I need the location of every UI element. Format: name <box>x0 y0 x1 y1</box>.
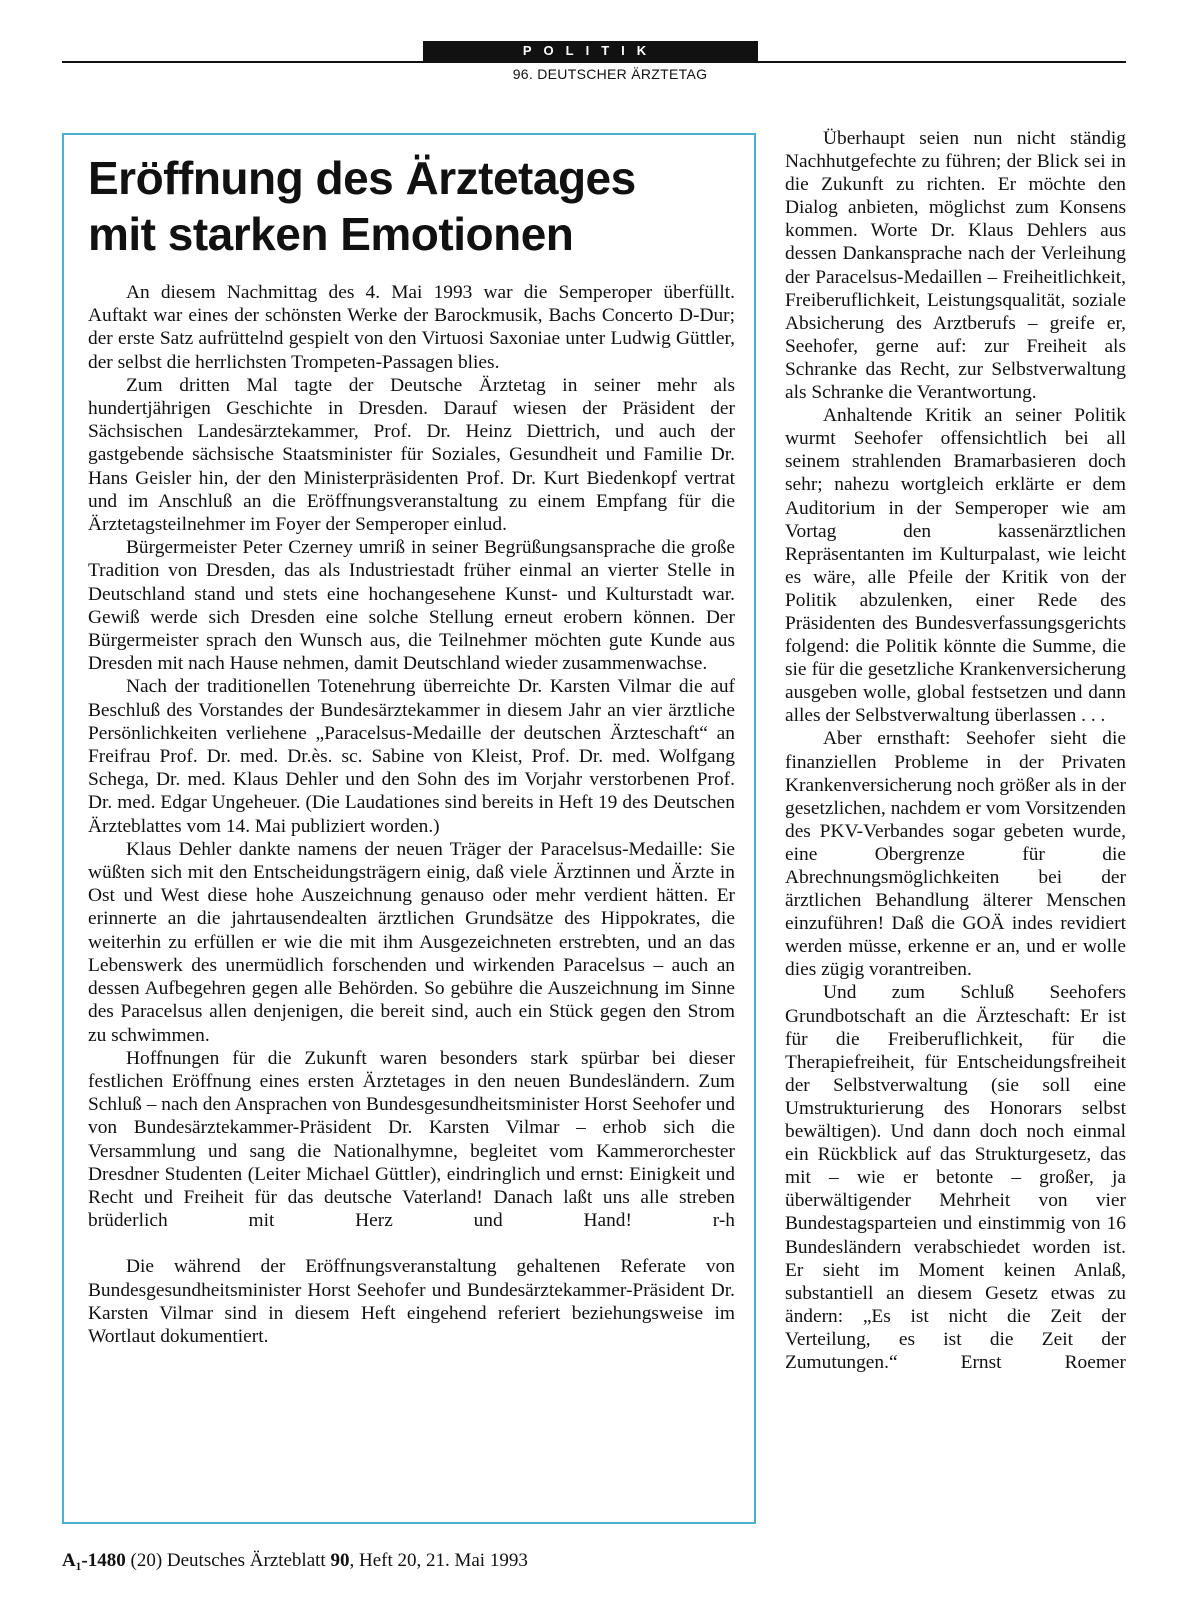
page-number: A₁-1480 <box>62 1550 126 1571</box>
article-signature: r-h <box>712 1210 735 1232</box>
article-paragraph: Zum dritten Mal tagte der Deutsche Ärztetag in seiner mehr als hundertjährigen Geschichte in Dresden. Darauf wiesen der Präsident der Sächsischen Landesärztekammer, Prof. Dr. Heinz Diettrich, und auch der gastgebende sächsische Staatsminister für Soziales, Gesundheit und Familie Dr. Hans Geisler hin, der den Ministerpräsidenten Prof. Dr. Kurt Biedenkopf vertrat und im Anschluß an die Eröffnungsveranstaltung zu einem Empfang für die Ärztetagsteilnehmer im Foyer der Semperoper einlud. <box>88 374 735 536</box>
article-paragraph: Bürgermeister Peter Czerney umriß in seiner Begrüßungsansprache die große Tradition von Dresden, das als Industriestadt früher einmal an vierter Stelle in Deutschland stand und stets eine hochangesehene Kunst- und Kulturstadt war. Gewiß werde sich Dresden eine solche Stellung erneut erobern können. Der Bürgermeister sprach den Wunsch aus, die Teilnehmer möchten gute Kunde aus Dresden mit nach Hause nehmen, damit Deutschland wieder zusammenwachse. <box>88 537 735 675</box>
page-footer <box>62 1550 528 1572</box>
issue-prefix: (20) Deutsches Ärzteblatt <box>130 1550 326 1571</box>
header-rule <box>62 61 1126 63</box>
column-paragraph: Überhaupt seien nun nicht ständig Nachhutgefechte zu führen; der Blick sei in die Zukunft zu richten. Er möchte den Dialog anbieten, möglichst zum Konsens kommen. Worte Dr. Klaus Dehlers aus dessen Dankansprache nach der Verleihung der Paracelsus-Medaillen – Freiheitlichkeit, Freiberuflichkeit, Leistungsqualität, soziale Absicherung des Arztberufs – greife er, Seehofer, gerne auf: zur Freiheit als Schranke das Recht, zur Selbstverwaltung als Schranke die Verantwortung. <box>785 128 1126 404</box>
column-paragraph: Anhaltende Kritik an seiner Politik wurmt Seehofer offensichtlich bei all seinem strahlenden Bramarbasieren doch sehr; nahezu wortgleich erklärte er dem Auditorium in der Semperoper wie am Vortag den kassenärztlichen Repräsentanten im Kulturpalast, wie leicht es wäre, alle Pfeile der Kritik von der Politik abzulenken, einer Rede des Präsidenten des Bundesverfassungsgerichts folgend: die Politik könnte die Summe, die sie für die gesetzliche Krankenversicherung ausgeben wolle, global festsetzen und dann alles der Selbstverwaltung überlassen . . . <box>785 405 1126 727</box>
article-paragraph: Hoffnungen für die Zukunft waren besonders stark spürbar bei dieser festlichen Eröffnung eines ersten Ärztetages in den neuen Bundesländern. Zum Schluß – nach den Ansprachen von Bundesgesundheitsminister Horst Seehofer und von Bundesärztekammer-Präsident Dr. Karsten Vilmar – erhob sich die Versammlung und sang die Nationalhymne, begleitet vom Kammerorchester Dresdner Studenten (Leiter Michael Güttler), eindringlich und ernst: Einigkeit und Recht und Freiheit für das deutsche Vaterland! Danach laßt uns alle streben brüderlich mit Herz und Hand! <box>88 1047 735 1232</box>
headline-line-1: Eröffnung des Ärztetages <box>88 152 636 204</box>
column-paragraph: Und zum Schluß Seehofers Grundbotschaft an die Ärzteschaft: Er ist für die Freiberuflichkeit, für die Therapiefreiheit, für Entscheidungsfreiheit der Selbstverwaltung (sie soll eine Umstrukturierung des Honorars selbst bewältigen). Und dann doch noch einmal ein Rückblick auf das Strukturgesetz, das mit – wie er betonte – großer, ja überwältigender Mehrheit von vier Bundestagsparteien und einstimmig von 16 Bundesländern verabschiedet worden ist. Er sieht im Moment keinen Anlaß, substantiell an diesem Gesetz etwas zu ändern: „Es ist nicht die Zeit der Verteilung, es ist die Zeit der Zumutungen.“ <box>785 982 1126 1373</box>
column-author: Ernst Roemer <box>960 1351 1126 1373</box>
article-paragraph: Nach der traditionellen Totenehrung überreichte Dr. Karsten Vilmar die auf Beschluß des Vorstandes der Bundesärztekammer in diesem Jahr an vier ärztliche Persönlichkeiten verliehene „Paracelsus-Medaille der deutschen Ärzteschaft“ an Freifrau Prof. Dr. med. Dr.ès. sc. Sabine von Kleist, Prof. Dr. med. Wolfgang Schega, Dr. med. Klaus Dehler und den Sohn des im Vorjahr verstorbenen Prof. Dr. med. Edgar Ungeheuer. (Die Laudationes sind bereits in Heft 19 des Deutschen Ärzteblattes vom 14. Mai publiziert worden.) <box>88 676 735 837</box>
article-note: Die während der Eröffnungsveranstaltung gehaltenen Referate von Bundesgesundheitsminister Horst Seehofer und Bundesärztekammer-Präsident Dr. Karsten Vilmar sind in diesem Heft eingehend referiert beziehungsweise im Wortlaut dokumentiert. <box>88 1256 735 1347</box>
volume-number: 90 <box>330 1550 350 1571</box>
headline-line-2: mit starken Emotionen <box>88 208 574 260</box>
article-paragraph-signed <box>88 1047 735 1233</box>
article-body <box>88 281 735 1348</box>
article-headline <box>88 150 748 262</box>
column-paragraph-signed <box>785 981 1126 1374</box>
issue-suffix: , Heft 20, 21. Mai 1993 <box>349 1550 528 1571</box>
section-label: POLITIK <box>423 41 758 61</box>
header-subtitle: 96. DEUTSCHER ÄRZTETAG <box>512 66 708 82</box>
article-paragraph: An diesem Nachmittag des 4. Mai 1993 war die Semperoper überfüllt. Auftakt war eines der schönsten Werke der Barockmusik, Bachs Concerto D-Dur; der erste Satz aufrüttelnd gespielt von den Virtuosi Saxoniae unter Ludwig Güttler, der selbst die herrlichsten Trompeten-Passagen blies. <box>88 282 735 373</box>
column-paragraph: Aber ernsthaft: Seehofer sieht die finanziellen Probleme in der Privaten Krankenversicherung noch größer als in der gesetzlichen, nachdem er vom Vorsitzenden des PKV-Verbandes sogar gebeten wurde, eine Obergrenze für die Abrechnungsmöglichkeiten bei der ärztlichen Behandlung älterer Menschen einzuführen! Daß die GOÄ indes revidiert werden müsse, erkenne er an, und er wolle dies zügig vorantreiben. <box>785 728 1126 981</box>
right-column <box>785 127 1126 1374</box>
article-paragraph: Klaus Dehler dankte namens der neuen Träger der Paracelsus-Medaille: Sie wüßten sich mit den Entscheidungsträgern einig, daß viele Ärztinnen und Ärzte in Ost und West diese hohe Auszeichnung genauso oder mehr verdient hätten. Er erinnerte an die jahrtausendealten ärztlichen Grundsätze des Hippokrates, die weiterhin zu erfüllen er wie die mit ihm Ausgezeichneten erstrebten, und an das Lebenswerk des unermüdlich forschenden und wirkenden Paracelsus – auch an dessen Aufbegehren gegen alle Behörden. So gebühre die Auszeichnung im Sinne des Paracelsus allen denjenigen, die bereit sind, auch ein Stück gegen den Strom zu schwimmen. <box>88 838 735 1046</box>
